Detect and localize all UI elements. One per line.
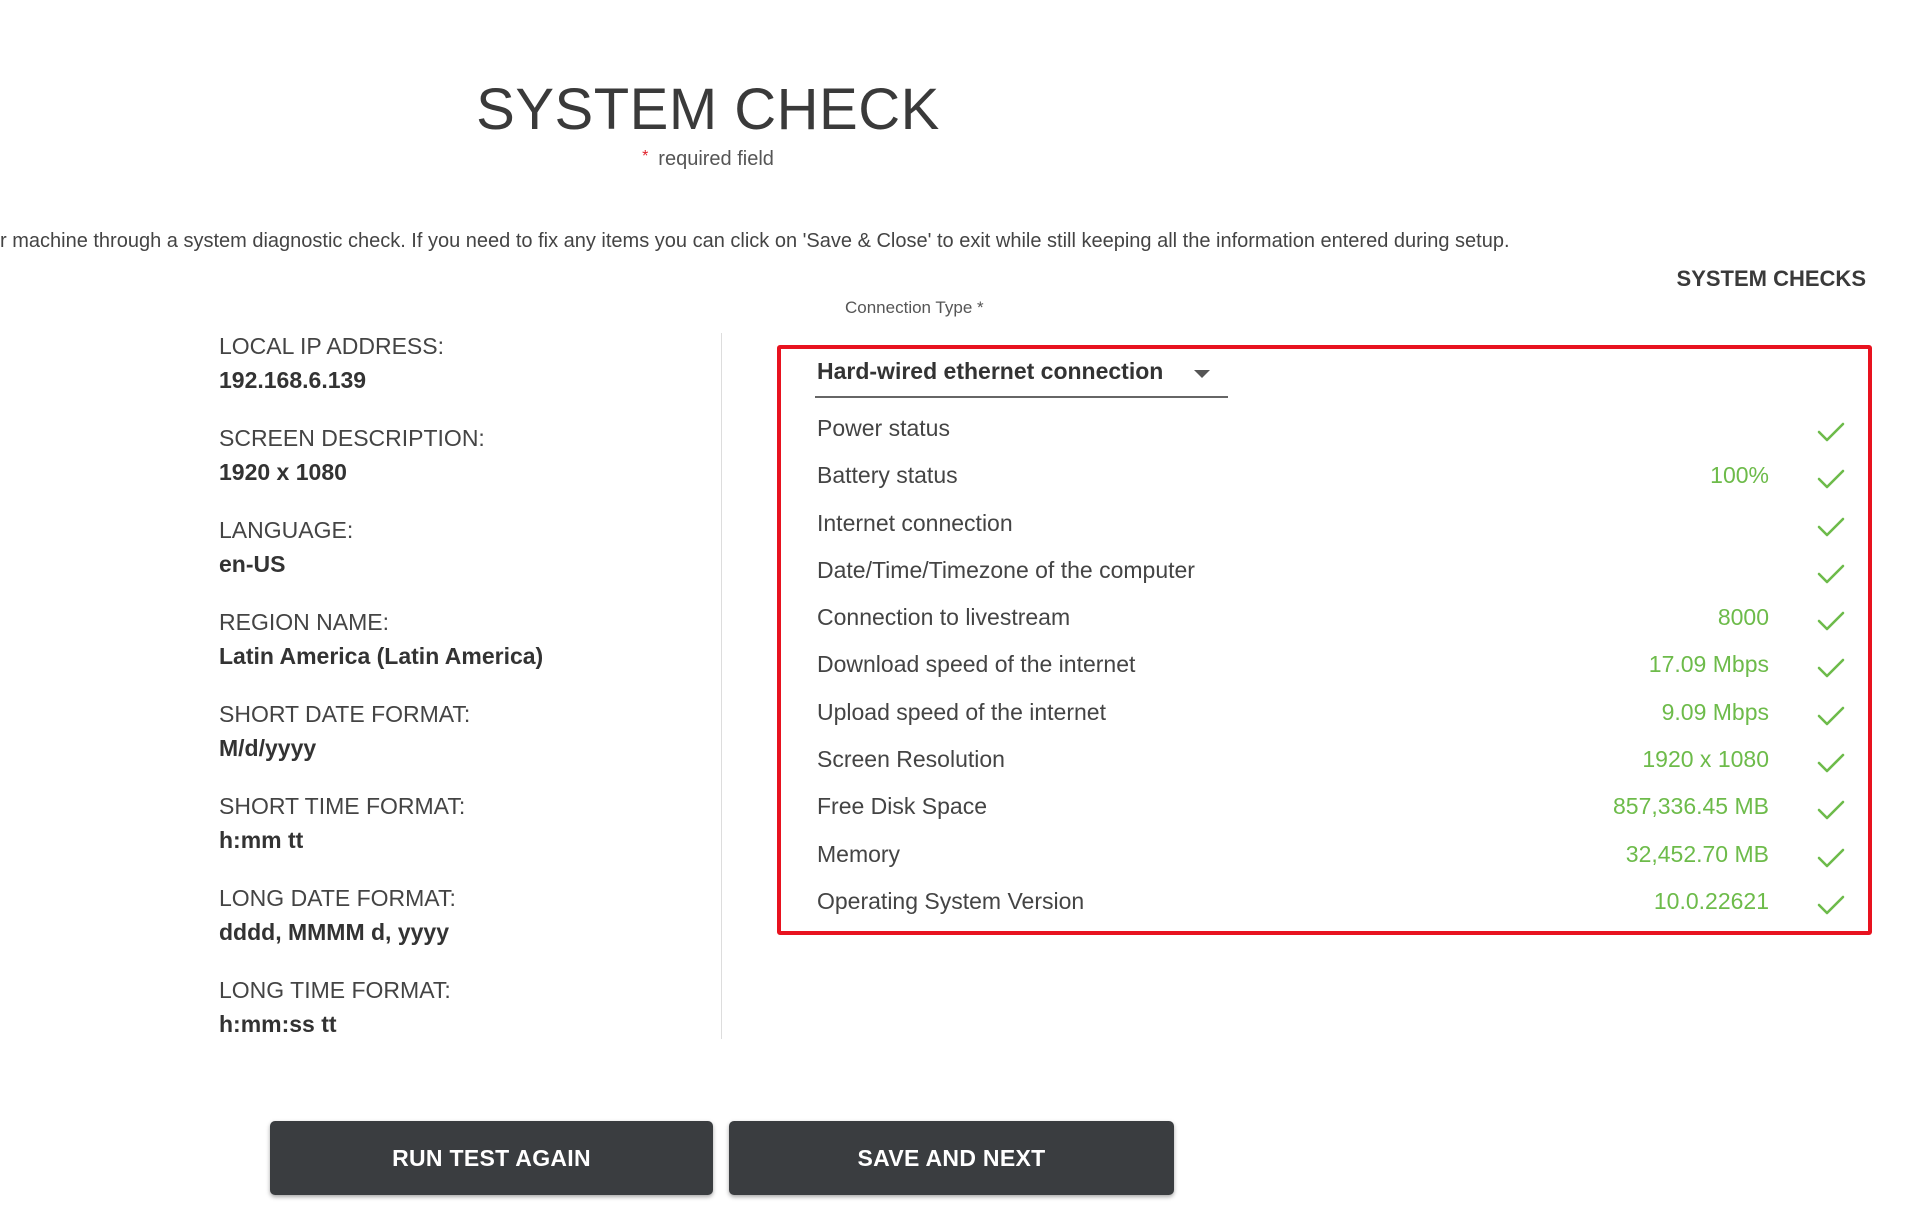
check-name: Download speed of the internet — [817, 651, 1136, 678]
check-row — [817, 458, 1861, 505]
connection-type-label — [845, 298, 984, 318]
check-icon — [1815, 510, 1847, 542]
info-value: en-US — [219, 551, 286, 577]
page-title: SYSTEM CHECK — [476, 77, 940, 142]
info-item-long-date-format — [219, 881, 699, 973]
info-label: SCREEN DESCRIPTION: — [219, 425, 485, 451]
check-row — [817, 506, 1861, 553]
info-value: 192.168.6.139 — [219, 367, 367, 393]
check-value: 8000 — [1717, 604, 1769, 631]
column-divider — [721, 333, 722, 1039]
connection-type-select[interactable] — [815, 350, 1228, 398]
check-name: Connection to livestream — [817, 604, 1071, 631]
check-value: 100% — [1710, 462, 1769, 489]
info-value: dddd, MMMM d, yyyy — [219, 919, 449, 945]
info-item-short-time-format — [219, 789, 699, 881]
info-label: REGION NAME: — [219, 609, 389, 635]
info-label: LANGUAGE: — [219, 517, 354, 543]
check-icon — [1815, 557, 1847, 589]
check-row — [817, 837, 1861, 884]
info-item-short-date-format — [219, 697, 699, 789]
check-icon — [1815, 415, 1847, 447]
required-text: required field — [658, 148, 774, 170]
check-icon — [1815, 746, 1847, 778]
check-icon — [1815, 651, 1847, 683]
info-label: LONG DATE FORMAT: — [219, 885, 456, 911]
info-value: h:mm tt — [219, 827, 304, 853]
check-name: Free Disk Space — [817, 793, 988, 820]
check-row — [817, 695, 1861, 742]
check-name: Memory — [817, 840, 901, 867]
info-label: SHORT DATE FORMAT: — [219, 701, 471, 727]
check-icon — [1815, 462, 1847, 494]
check-row — [817, 742, 1861, 789]
required-field-note — [0, 148, 1416, 171]
check-value: 17.09 Mbps — [1648, 651, 1769, 678]
info-label: SHORT TIME FORMAT: — [219, 793, 466, 819]
check-icon — [1815, 841, 1847, 873]
system-check-list — [817, 411, 1861, 931]
check-row — [817, 553, 1861, 600]
check-value: 1920 x 1080 — [1642, 746, 1769, 773]
check-icon — [1815, 793, 1847, 825]
info-value: Latin America (Latin America) — [219, 643, 544, 669]
check-value: 9.09 Mbps — [1661, 698, 1769, 725]
info-item-region-name — [219, 605, 699, 697]
check-row — [817, 411, 1861, 458]
save-and-next-button[interactable]: SAVE AND NEXT — [729, 1121, 1174, 1195]
info-value: h:mm:ss tt — [219, 1011, 337, 1037]
check-row — [817, 600, 1861, 647]
check-name: Battery status — [817, 462, 958, 489]
check-value: 857,336.45 MB — [1612, 793, 1769, 820]
required-star: * — [977, 298, 984, 317]
intro-text: r machine through a system diagnostic check. If you need to fix any items you can click on 'Save & Close' to exit while still keeping all the information entered during setup. — [0, 230, 1510, 252]
info-value: M/d/yyyy — [219, 735, 317, 761]
info-label: LONG TIME FORMAT: — [219, 977, 451, 1003]
check-name: Screen Resolution — [817, 746, 1005, 773]
info-item-screen-description — [219, 421, 699, 513]
info-item-local-ip — [219, 329, 699, 421]
check-row — [817, 647, 1861, 694]
check-value: 10.0.22621 — [1653, 887, 1769, 914]
check-value: 32,452.70 MB — [1625, 840, 1769, 867]
dropdown-caret-icon — [1194, 370, 1210, 378]
connection-type-label-text: Connection Type — [845, 298, 973, 317]
check-row — [817, 884, 1861, 931]
check-row — [817, 789, 1861, 836]
check-name: Upload speed of the internet — [817, 698, 1106, 725]
check-name: Internet connection — [817, 509, 1013, 536]
check-icon — [1815, 888, 1847, 920]
info-label: LOCAL IP ADDRESS: — [219, 333, 444, 359]
check-name: Power status — [817, 415, 950, 441]
system-checks-heading: SYSTEM CHECKS — [1676, 266, 1866, 291]
check-icon — [1815, 699, 1847, 731]
check-icon — [1815, 604, 1847, 636]
required-star: * — [642, 148, 649, 165]
info-value: 1920 x 1080 — [219, 459, 347, 485]
connection-type-selected: Hard-wired ethernet connection — [817, 358, 1164, 384]
system-info-list — [219, 329, 699, 1065]
check-name: Date/Time/Timezone of the computer — [817, 556, 1195, 583]
run-test-again-button[interactable]: RUN TEST AGAIN — [270, 1121, 713, 1195]
check-name: Operating System Version — [817, 887, 1085, 914]
info-item-language — [219, 513, 699, 605]
info-item-long-time-format — [219, 973, 699, 1065]
